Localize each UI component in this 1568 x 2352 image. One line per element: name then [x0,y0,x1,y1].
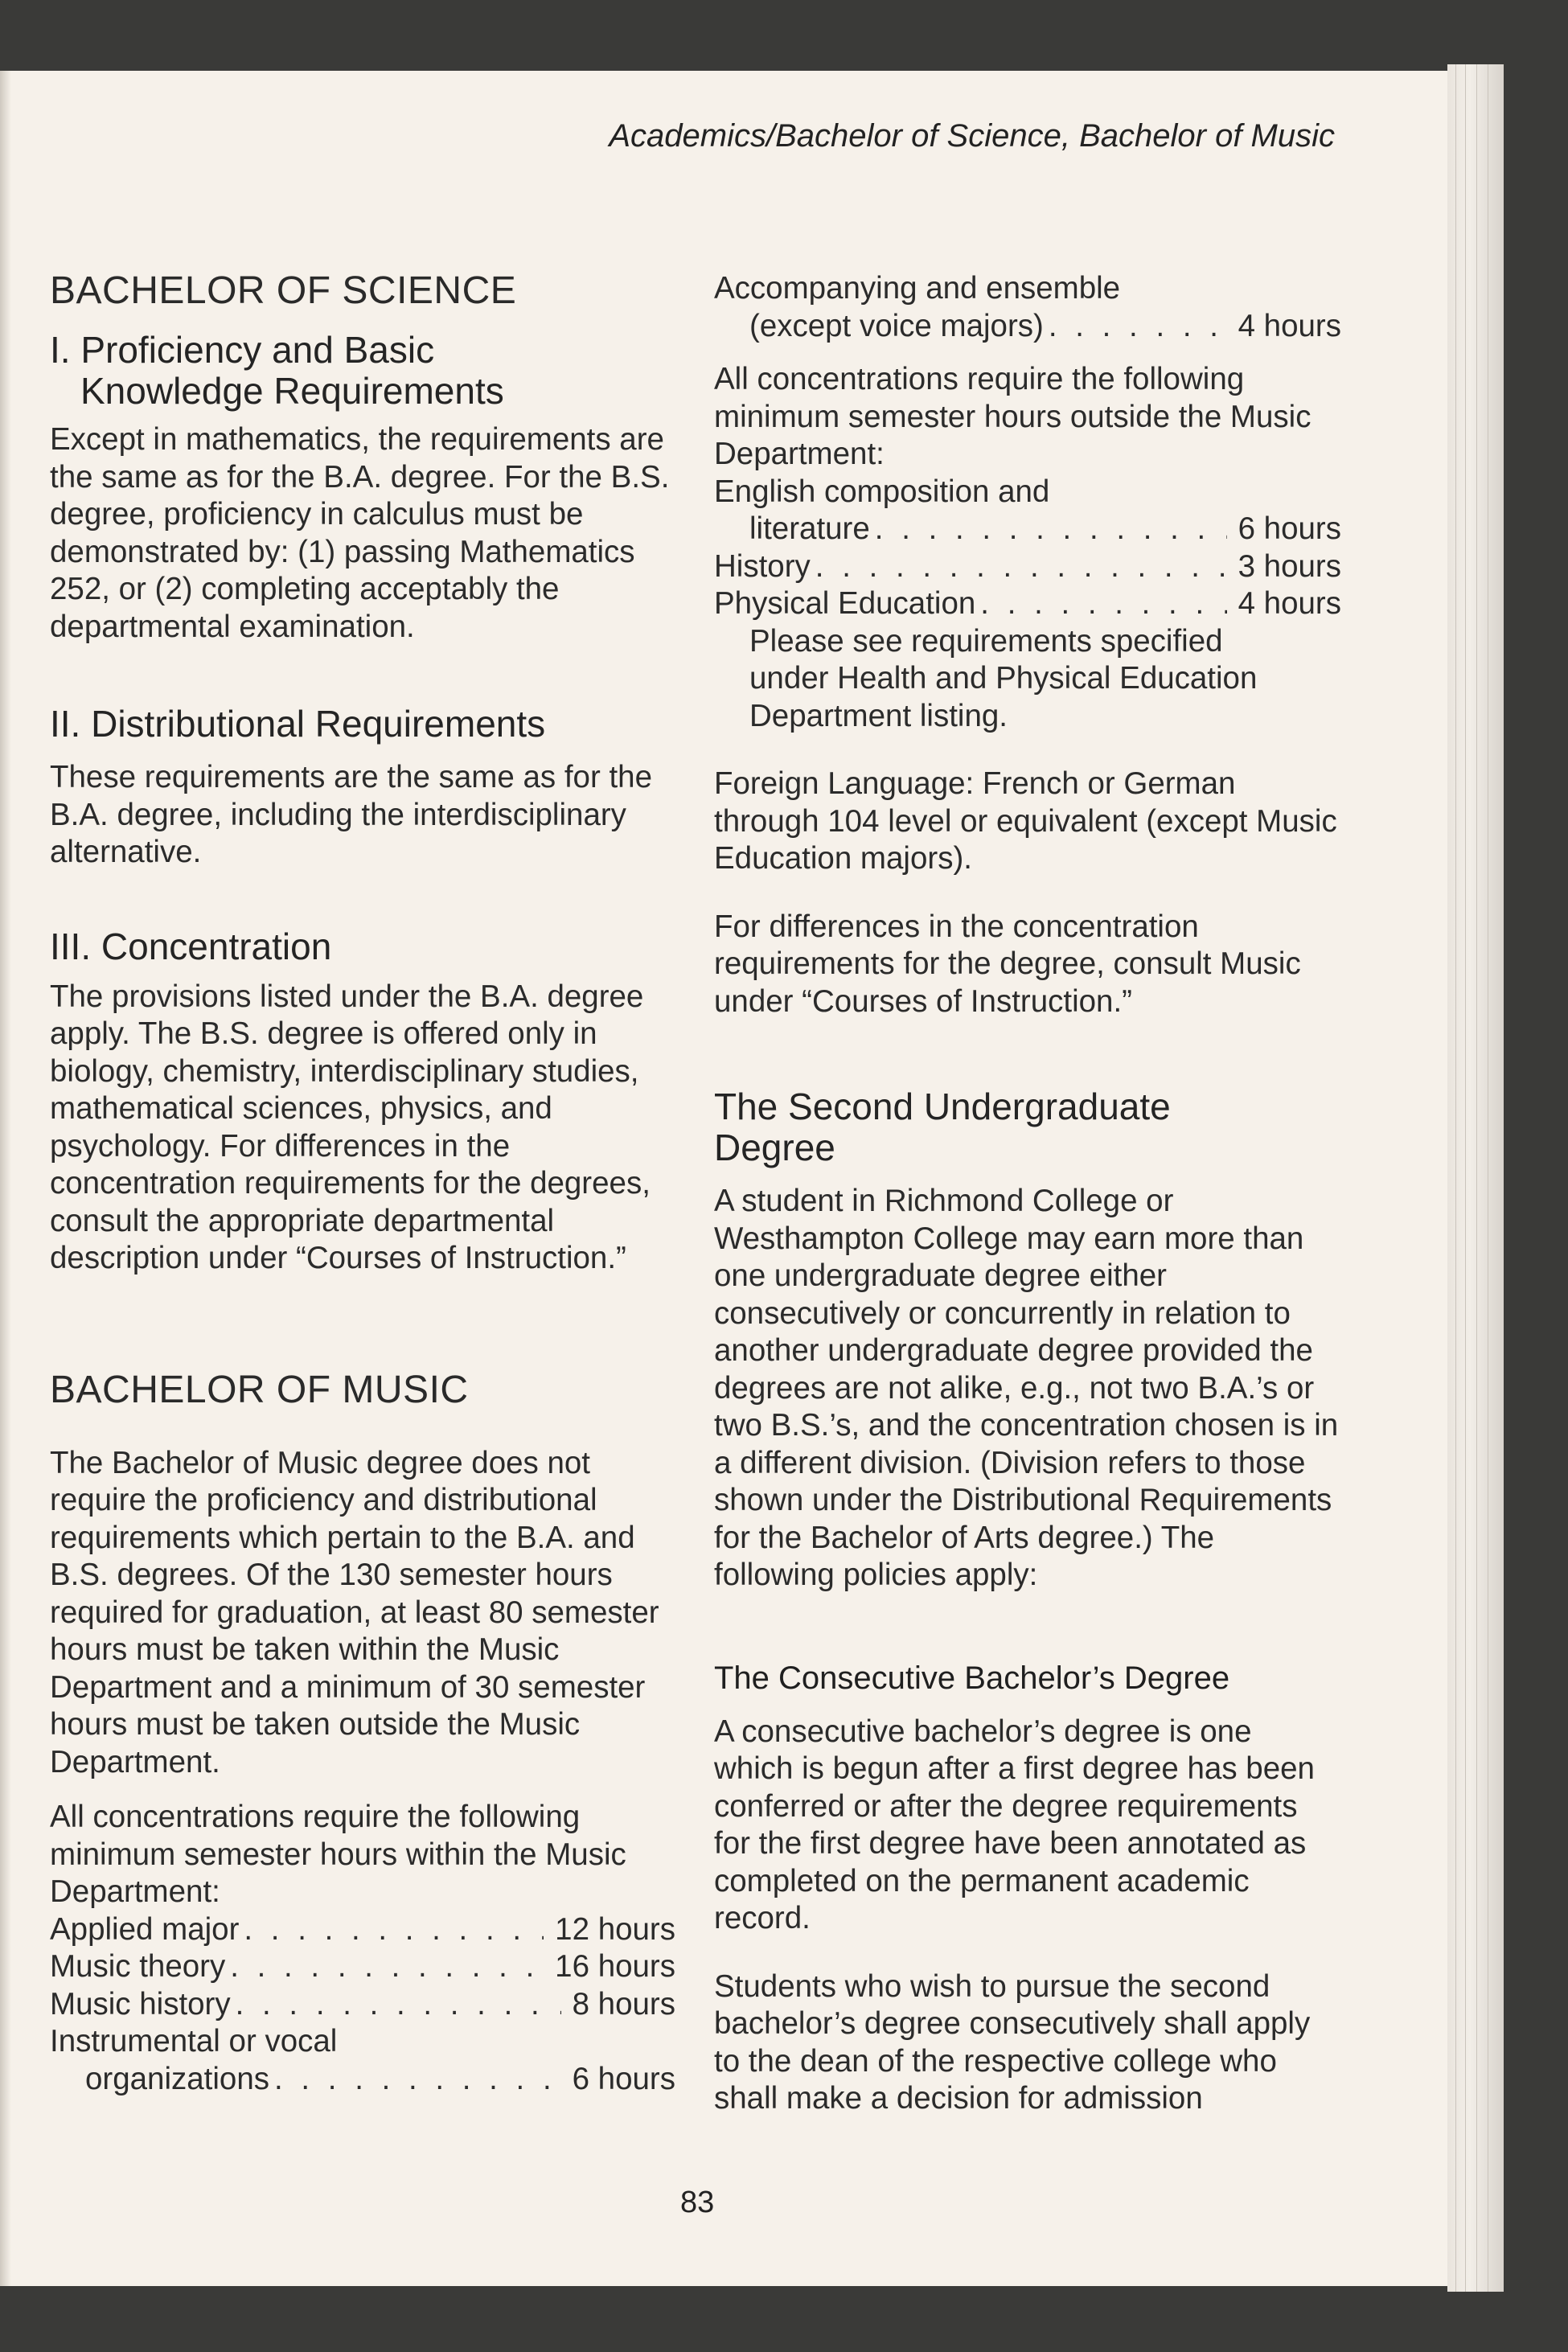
gutter-shadow [0,71,11,2286]
foreign-language-paragraph: Foreign Language: French or German through 104 level or equivalent (except Music Education majors). [714,766,1337,876]
proficiency-heading [50,330,675,412]
hours-row-english: literature . . . 6 hours [714,511,1341,548]
distributional-heading: II. Distributional Requirements [50,703,546,745]
consecutive-paragraph-1: A consecutive bachelor’s degree is one which is begun after a first degree has been conferred or after the degree requirements for the first degree have been annotated as completed on the permanent academic record. [714,1714,1315,1935]
bachelor-of-music-heading: BACHELOR OF MUSIC [50,1368,469,1411]
distributional-paragraph: These requirements are the same as for the B.A. degree, including the interdisciplinary alternative. [50,760,652,869]
hours-row-applied-major: Applied major . . . 12 hours [50,1911,675,1949]
proficiency-heading-line1: I. Proficiency and Basic [50,329,435,371]
accompanying-line1: Accompanying and ensemble [714,271,1121,306]
bachelor-of-science-heading: BACHELOR OF SCIENCE [50,269,517,312]
proficiency-heading-line2: Knowledge Requirements [80,370,504,412]
page-number: 83 [680,2186,715,2219]
hours-row-music-history: Music history . . . 8 hours [50,1986,675,2024]
hours-row-history: History . . . 3 hours [714,548,1341,586]
proficiency-paragraph: Except in mathematics, the requirements are the same as for the B.A. degree. For the B.S. degree, proficiency in calculus must be demonstrated by: (1) passing Mathematics 252, or (2) completing acceptably the departmental examination. [50,422,670,644]
concentration-paragraph: The provisions listed under the B.A. degree apply. The B.S. degree is offered only in biology, chemistry, interdisciplinary studies, mathematical sciences, physics, and psychology. For differences in the concentration requirements for the degrees, consult the appropriate departmental description under “Courses of Instruction.” [50,979,651,1275]
hours-row-accompanying: (except voice majors) . . . 4 hours [714,308,1341,346]
right-column [714,270,1341,2118]
concentration-heading: III. Concentration [50,925,332,967]
second-degree-paragraph: A student in Richmond College or Westhampton College may earn more than one undergraduate degree either consecutively or concurrently in relation to another undergraduate degree provided the degrees are not alike, e.g., not two B.A.’s or two B.S.’s, and the concentration chosen is in a different division. (Division refers to those shown under the Distributional Requirements for the Bachelor of Arts degree.) The following policies apply: [714,1184,1339,1592]
second-degree-heading: The Second Undergraduate Degree [714,1086,1171,1168]
hours-row-music-theory: Music theory . . . 16 hours [50,1948,675,1986]
music-differences-paragraph: For differences in the concentration requirements for the degree, consult Music under “Courses of Instruction.” [714,909,1301,1019]
hours-row-physical-education: Physical Education . . . 4 hours [714,585,1341,623]
physical-education-note: Please see requirements specified under Health and Physical Education Department listing. [749,623,1258,733]
consecutive-paragraph-2: Students who wish to pursue the second bachelor’s degree consecutively shall apply to the dean of the respective college who shall make a decision for admission [714,1968,1311,2116]
instrumental-label-line1: Instrumental or vocal [50,2024,338,2059]
page-edge-stack [1447,64,1504,2292]
outside-music-intro: All concentrations require the following minimum semester hours outside the Music Department: [714,362,1311,471]
hours-row-instrumental: organizations . . . 6 hours [50,2061,675,2099]
english-line1: English composition and [714,474,1050,509]
running-head: Academics/Bachelor of Science, Bachelor of Music [609,118,1335,154]
within-music-intro: All concentrations require the following minimum semester hours within the Music Department: [50,1800,626,1909]
left-column [50,269,675,2098]
consecutive-degree-heading: The Consecutive Bachelor’s Degree [714,1660,1230,1696]
music-paragraph: The Bachelor of Music degree does not require the proficiency and distributional requirements which pertain to the B.A. and B.S. degrees. Of the 130 semester hours required for graduation, at least 80 semester hours must be taken within the Music Department and a minimum of 30 semester hours must be taken outside the Music Department. [50,1445,659,1779]
